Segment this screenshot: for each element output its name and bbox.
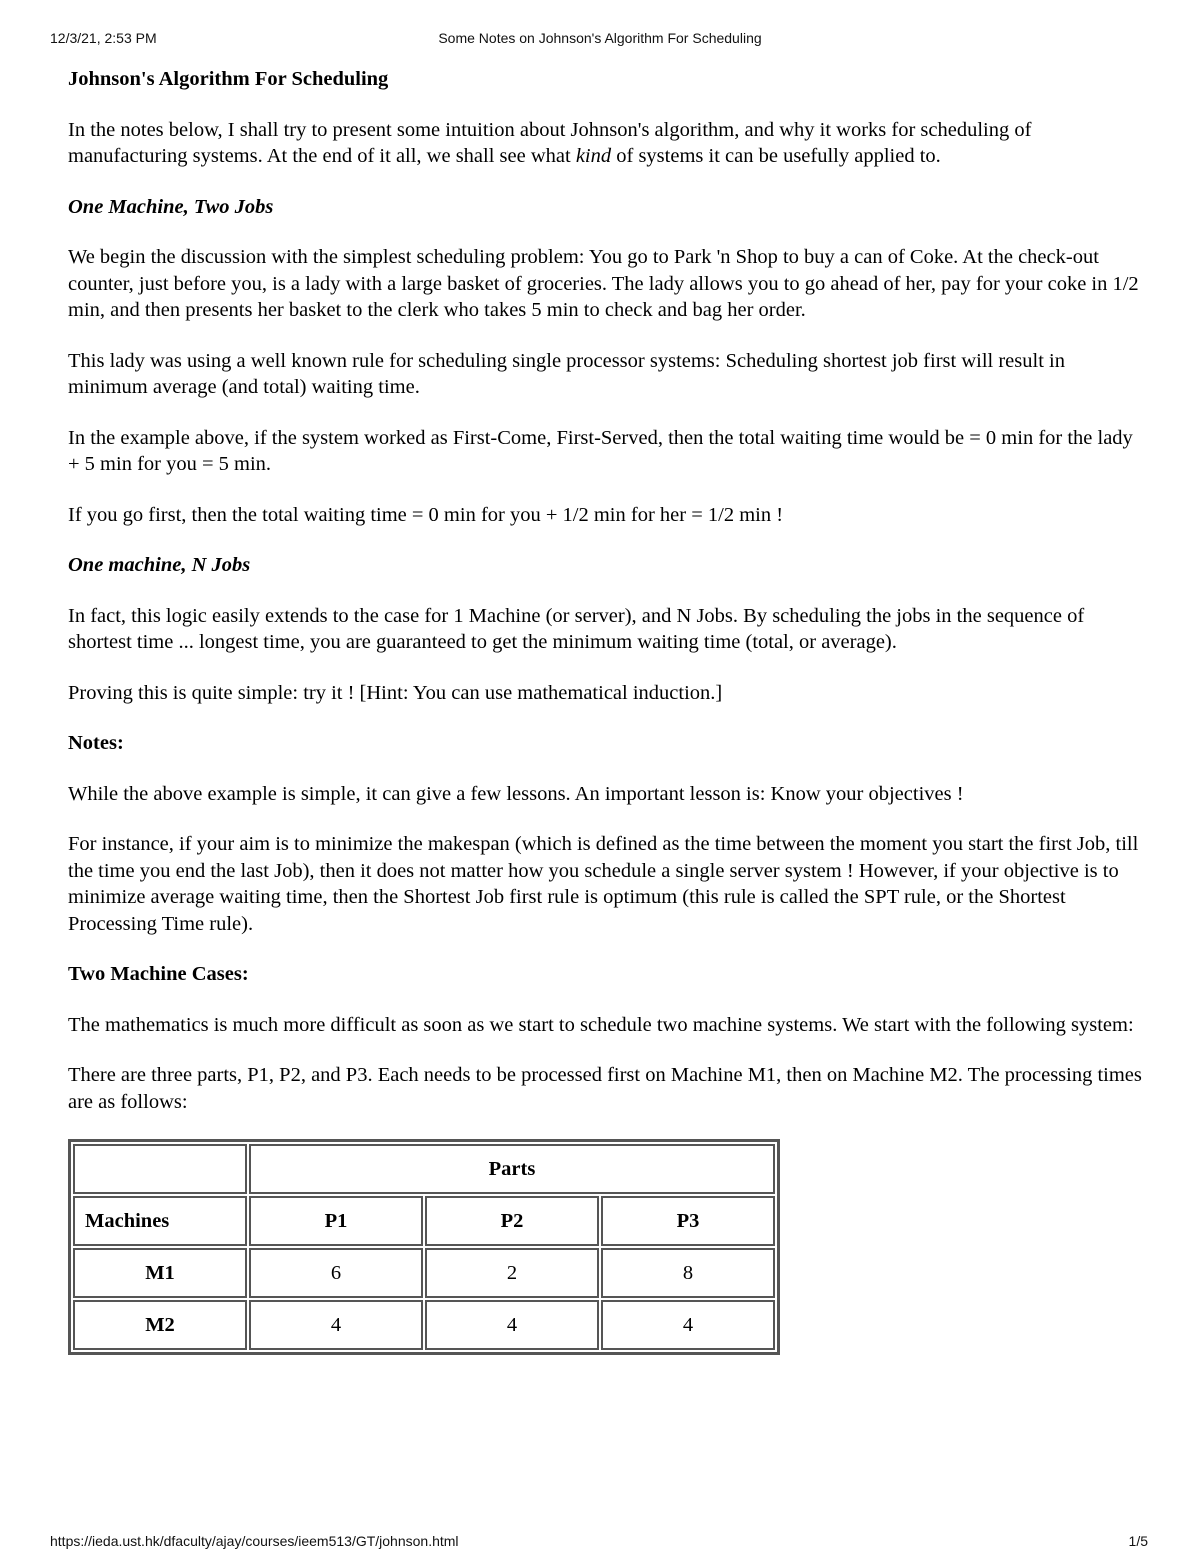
paragraph: If you go first, then the total waiting time = 0 min for you + 1/2 min for her = 1/2 min ! (68, 503, 784, 526)
intro-paragraph (68, 117, 1143, 170)
paragraph: The mathematics is much more difficult as soon as we start to schedule two machine systems. We start with the following system: (68, 1013, 1134, 1036)
section-one-machine-two-jobs: One Machine, Two Jobs (68, 195, 274, 218)
machine-label: M2 (73, 1300, 247, 1350)
part-header-p1: P1 (249, 1196, 423, 1246)
paragraph: In fact, this logic easily extends to the case for 1 Machine (or server), and N Jobs. By scheduling the jobs in the sequence of shortest time ... longest time, you are guaranteed to get the minimum waiting time (total, or average). (68, 604, 1085, 653)
table-row (73, 1300, 775, 1350)
section-notes: Notes: (68, 732, 124, 754)
paragraph: There are three parts, P1, P2, and P3. Each needs to be processed first on Machine M1, then on Machine M2. The processing times are as follows: (68, 1064, 1142, 1113)
table-cell: 6 (249, 1248, 423, 1298)
paragraph: While the above example is simple, it can give a few lessons. An important lesson is: Know your objectives ! (68, 782, 964, 805)
processing-times-table (68, 1139, 780, 1355)
print-page-number: 1/5 (1128, 1533, 1148, 1549)
print-url: https://ieda.ust.hk/dfaculty/ajay/courses/ieem513/GT/johnson.html (50, 1533, 459, 1549)
page-title: Johnson's Algorithm For Scheduling (68, 68, 389, 90)
table-row (73, 1144, 775, 1194)
machines-header: Machines (73, 1196, 247, 1246)
print-title: Some Notes on Johnson's Algorithm For Scheduling (438, 30, 762, 46)
paragraph: For instance, if your aim is to minimize the makespan (which is defined as the time between the moment you start the first Job, till the time you end the last Job), then it does not matter how you schedule a single server system ! However, if your objective is to minimize average waiting time, then the Shortest Job first rule is optimum (this rule is called the SPT rule, or the Shortest Processing Time rule). (68, 833, 1139, 935)
section-two-machine-cases: Two Machine Cases: (68, 963, 249, 985)
table-cell: 8 (601, 1248, 775, 1298)
paragraph: Proving this is quite simple: try it ! [Hint: You can use mathematical induction.] (68, 681, 723, 704)
table-cell: 4 (249, 1300, 423, 1350)
paragraph: This lady was using a well known rule for scheduling single processor systems: Scheduling shortest job first will result in minimum average (and total) waiting time. (68, 349, 1065, 398)
intro-text-b: of systems it can be usefully applied to. (611, 145, 941, 167)
print-datetime: 12/3/21, 2:53 PM (50, 30, 157, 46)
paragraph: In the example above, if the system worked as First-Come, First-Served, then the total waiting time would be = 0 min for the lady + 5 min for you = 5 min. (68, 426, 1133, 475)
intro-emphasis: kind (575, 145, 612, 167)
table-cell: 2 (425, 1248, 599, 1298)
paragraph: We begin the discussion with the simplest scheduling problem: You go to Park 'n Shop to buy a can of Coke. At the check-out counter, just before you, is a lady with a large basket of groceries. The lady allows you to go ahead of her, pay for your coke in 1/2 min, and then presents her basket to the clerk who takes 5 min to check and bag her order. (68, 246, 1139, 321)
machine-label: M1 (73, 1248, 247, 1298)
table-row (73, 1248, 775, 1298)
table-cell: 4 (425, 1300, 599, 1350)
part-header-p2: P2 (425, 1196, 599, 1246)
document-body (68, 66, 1143, 1355)
intro-text-a: In the notes below, I shall try to present some intuition about Johnson's algorithm, and why it works for scheduling of manufacturing systems. At the end of it all, we shall see what (68, 118, 1032, 167)
table-corner-cell (73, 1144, 247, 1194)
parts-header: Parts (249, 1144, 775, 1194)
part-header-p3: P3 (601, 1196, 775, 1246)
print-footer (0, 1533, 1200, 1553)
table-row (73, 1196, 775, 1246)
table-cell: 4 (601, 1300, 775, 1350)
section-one-machine-n-jobs: One machine, N Jobs (68, 554, 251, 576)
print-header (0, 30, 1200, 50)
